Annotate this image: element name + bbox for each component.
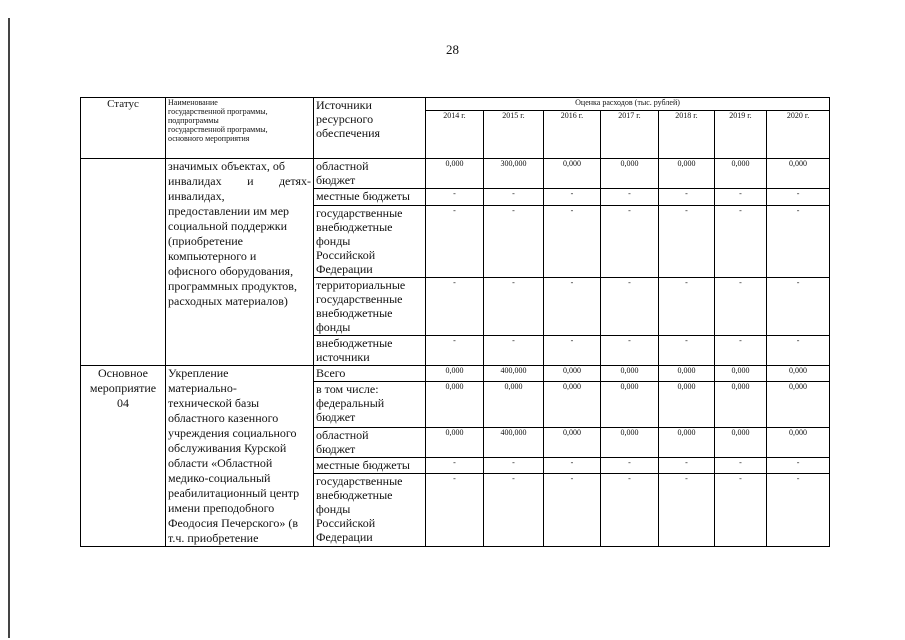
name-line: медико-социальный — [168, 471, 271, 485]
name-line: расходных материалов) — [168, 294, 288, 308]
source-cell — [314, 474, 426, 547]
value-cell: - — [426, 474, 484, 547]
value-cell: - — [426, 458, 484, 474]
value-cell: - — [767, 474, 830, 547]
source-cell — [314, 366, 426, 382]
value-cell: - — [601, 458, 659, 474]
name-line: области «Областной — [168, 456, 273, 470]
value-cell: 0,000 — [659, 427, 715, 457]
name-line: обслуживания Курской — [168, 441, 287, 455]
value-cell: 0,000 — [601, 366, 659, 382]
source-cell — [314, 458, 426, 474]
header-sources-line: Источники — [316, 98, 372, 112]
source-line: внебюджетные — [316, 220, 393, 234]
value-cell: - — [426, 206, 484, 278]
source-cell — [314, 278, 426, 336]
source-line: внебюджетные — [316, 306, 393, 320]
header-sources-line: ресурсного — [316, 112, 374, 126]
header-year: 2019 г. — [715, 111, 767, 159]
value-cell: - — [715, 458, 767, 474]
value-cell: 0,000 — [544, 382, 601, 428]
source-line: фонды — [316, 234, 351, 248]
value-cell: - — [544, 474, 601, 547]
value-cell: 0,000 — [659, 382, 715, 428]
source-cell — [314, 159, 426, 189]
source-line: Российской — [316, 516, 376, 531]
source-line: государственные — [316, 474, 403, 489]
value-cell: - — [601, 336, 659, 366]
source-cell — [314, 206, 426, 278]
value-cell: - — [544, 458, 601, 474]
source-line: источники — [316, 350, 370, 364]
header-year: 2015 г. — [484, 111, 544, 159]
value-cell: - — [601, 189, 659, 206]
value-cell: - — [544, 278, 601, 336]
header-name-line: государственной программы, — [168, 125, 268, 134]
value-cell: - — [484, 189, 544, 206]
value-cell: 0,000 — [544, 427, 601, 457]
name-line: т.ч. приобретение — [168, 531, 259, 545]
value-cell: - — [601, 278, 659, 336]
source-cell — [314, 189, 426, 206]
header-year: 2016 г. — [544, 111, 601, 159]
header-estimate-group: Оценка расходов (тыс. рублей) — [426, 98, 830, 111]
value-cell: - — [484, 458, 544, 474]
name-line: материально- — [168, 381, 237, 395]
value-cell: 300,000 — [484, 159, 544, 189]
value-cell: 0,000 — [601, 382, 659, 428]
budget-table — [80, 97, 830, 547]
header-year: 2018 г. — [659, 111, 715, 159]
page-number: 28 — [446, 42, 459, 57]
value-cell: - — [715, 206, 767, 278]
header-year: 2014 г. — [426, 111, 484, 159]
value-cell: 0,000 — [601, 427, 659, 457]
scan-edge-line — [8, 18, 10, 638]
source-cell — [314, 336, 426, 366]
name-line: значимых объектах, об — [168, 159, 285, 173]
value-cell: - — [484, 474, 544, 547]
source-line: местные бюджеты — [316, 189, 410, 203]
name-line: реабилитационный центр — [168, 486, 300, 500]
name-line: областного казенного — [168, 411, 279, 425]
source-line: областной — [316, 159, 369, 173]
value-cell: - — [659, 336, 715, 366]
value-cell: 0,000 — [659, 366, 715, 382]
value-cell: - — [426, 336, 484, 366]
header-name — [166, 98, 314, 159]
value-cell: - — [659, 189, 715, 206]
name-line: Укрепление — [168, 366, 229, 380]
name-line: социальной поддержки — [168, 219, 288, 233]
source-line: областной — [316, 427, 369, 442]
value-cell: - — [484, 336, 544, 366]
name-line: инвалидах, — [168, 189, 225, 203]
name-line: предоставлении им мер — [168, 204, 290, 218]
value-cell: - — [544, 206, 601, 278]
source-line: фонды — [316, 502, 351, 517]
value-cell: - — [659, 458, 715, 474]
status-cell — [81, 159, 166, 366]
source-line: Российской — [316, 248, 376, 262]
value-cell: - — [767, 189, 830, 206]
value-cell: - — [601, 206, 659, 278]
value-cell: 0,000 — [715, 159, 767, 189]
name-line: имени преподобного — [168, 501, 275, 515]
source-line: внебюджетные — [316, 488, 393, 503]
value-cell: 0,000 — [767, 366, 830, 382]
name-cell — [166, 159, 314, 366]
header-year: 2017 г. — [601, 111, 659, 159]
name-line: (приобретение — [168, 234, 244, 248]
value-cell: - — [767, 206, 830, 278]
status-line: Основное — [98, 366, 148, 380]
header-name-line: подпрограммы — [168, 116, 219, 125]
value-cell: - — [659, 278, 715, 336]
table-row — [81, 159, 830, 189]
value-cell: 0,000 — [767, 159, 830, 189]
source-line: бюджет — [316, 410, 356, 425]
value-cell: - — [544, 336, 601, 366]
value-cell: 0,000 — [544, 159, 601, 189]
value-cell: 0,000 — [767, 382, 830, 428]
value-cell: - — [767, 336, 830, 366]
value-cell: - — [601, 474, 659, 547]
status-line: мероприятие 04 — [89, 381, 157, 410]
value-cell: - — [767, 458, 830, 474]
table-row — [81, 366, 830, 382]
name-cell — [166, 366, 314, 547]
name-line: Феодосия Печерского» (в — [168, 516, 299, 530]
value-cell: - — [544, 189, 601, 206]
header-sources-line: обеспечения — [316, 126, 381, 140]
value-cell: 0,000 — [715, 366, 767, 382]
name-line: программных продуктов, — [168, 279, 297, 293]
value-cell: - — [715, 278, 767, 336]
value-cell: 0,000 — [426, 366, 484, 382]
header-name-line: Наименование — [168, 98, 218, 107]
source-line: местные бюджеты — [316, 458, 410, 472]
value-cell: 0,000 — [426, 382, 484, 428]
source-line: бюджет — [316, 441, 356, 456]
value-cell: - — [484, 206, 544, 278]
header-status: Статус — [81, 98, 166, 159]
value-cell: - — [659, 474, 715, 547]
source-cell — [314, 427, 426, 457]
header-year: 2020 г. — [767, 111, 830, 159]
value-cell: 0,000 — [484, 382, 544, 428]
source-line: бюджет — [316, 173, 356, 187]
value-cell: 0,000 — [601, 159, 659, 189]
source-line: внебюджетные — [316, 336, 393, 350]
header-name-line: государственной программы, — [168, 107, 268, 116]
source-line: Федерации — [316, 262, 373, 276]
source-line: Федерации — [316, 530, 373, 545]
value-cell: 400,000 — [484, 427, 544, 457]
value-cell: - — [426, 278, 484, 336]
value-cell: 0,000 — [426, 427, 484, 457]
source-line: государственные — [316, 206, 403, 220]
source-line: федеральный — [316, 396, 385, 411]
header-sources — [314, 98, 426, 159]
value-cell: - — [715, 336, 767, 366]
value-cell: 0,000 — [544, 366, 601, 382]
value-cell: - — [426, 189, 484, 206]
value-cell: 0,000 — [715, 382, 767, 428]
source-line: фонды — [316, 320, 351, 334]
value-cell: 0,000 — [715, 427, 767, 457]
source-line: в том числе: — [316, 382, 379, 397]
value-cell: 0,000 — [659, 159, 715, 189]
source-line: территориальные — [316, 278, 406, 292]
name-line: учреждения социального — [168, 426, 297, 440]
source-line: государственные — [316, 292, 403, 306]
name-line: компьютерного и — [168, 249, 257, 263]
header-name-line: основного мероприятия — [168, 134, 250, 143]
value-cell: - — [659, 206, 715, 278]
value-cell: - — [715, 189, 767, 206]
value-cell: 0,000 — [426, 159, 484, 189]
value-cell: 0,000 — [767, 427, 830, 457]
value-cell: - — [767, 278, 830, 336]
name-line: технической базы — [168, 396, 260, 410]
value-cell: 400,000 — [484, 366, 544, 382]
name-line: инвалидах и детях- — [168, 174, 311, 188]
value-cell: - — [715, 474, 767, 547]
source-line: Всего — [316, 366, 346, 380]
name-line: офисного оборудования, — [168, 264, 294, 278]
status-cell — [81, 366, 166, 547]
source-cell — [314, 382, 426, 428]
value-cell: - — [484, 278, 544, 336]
